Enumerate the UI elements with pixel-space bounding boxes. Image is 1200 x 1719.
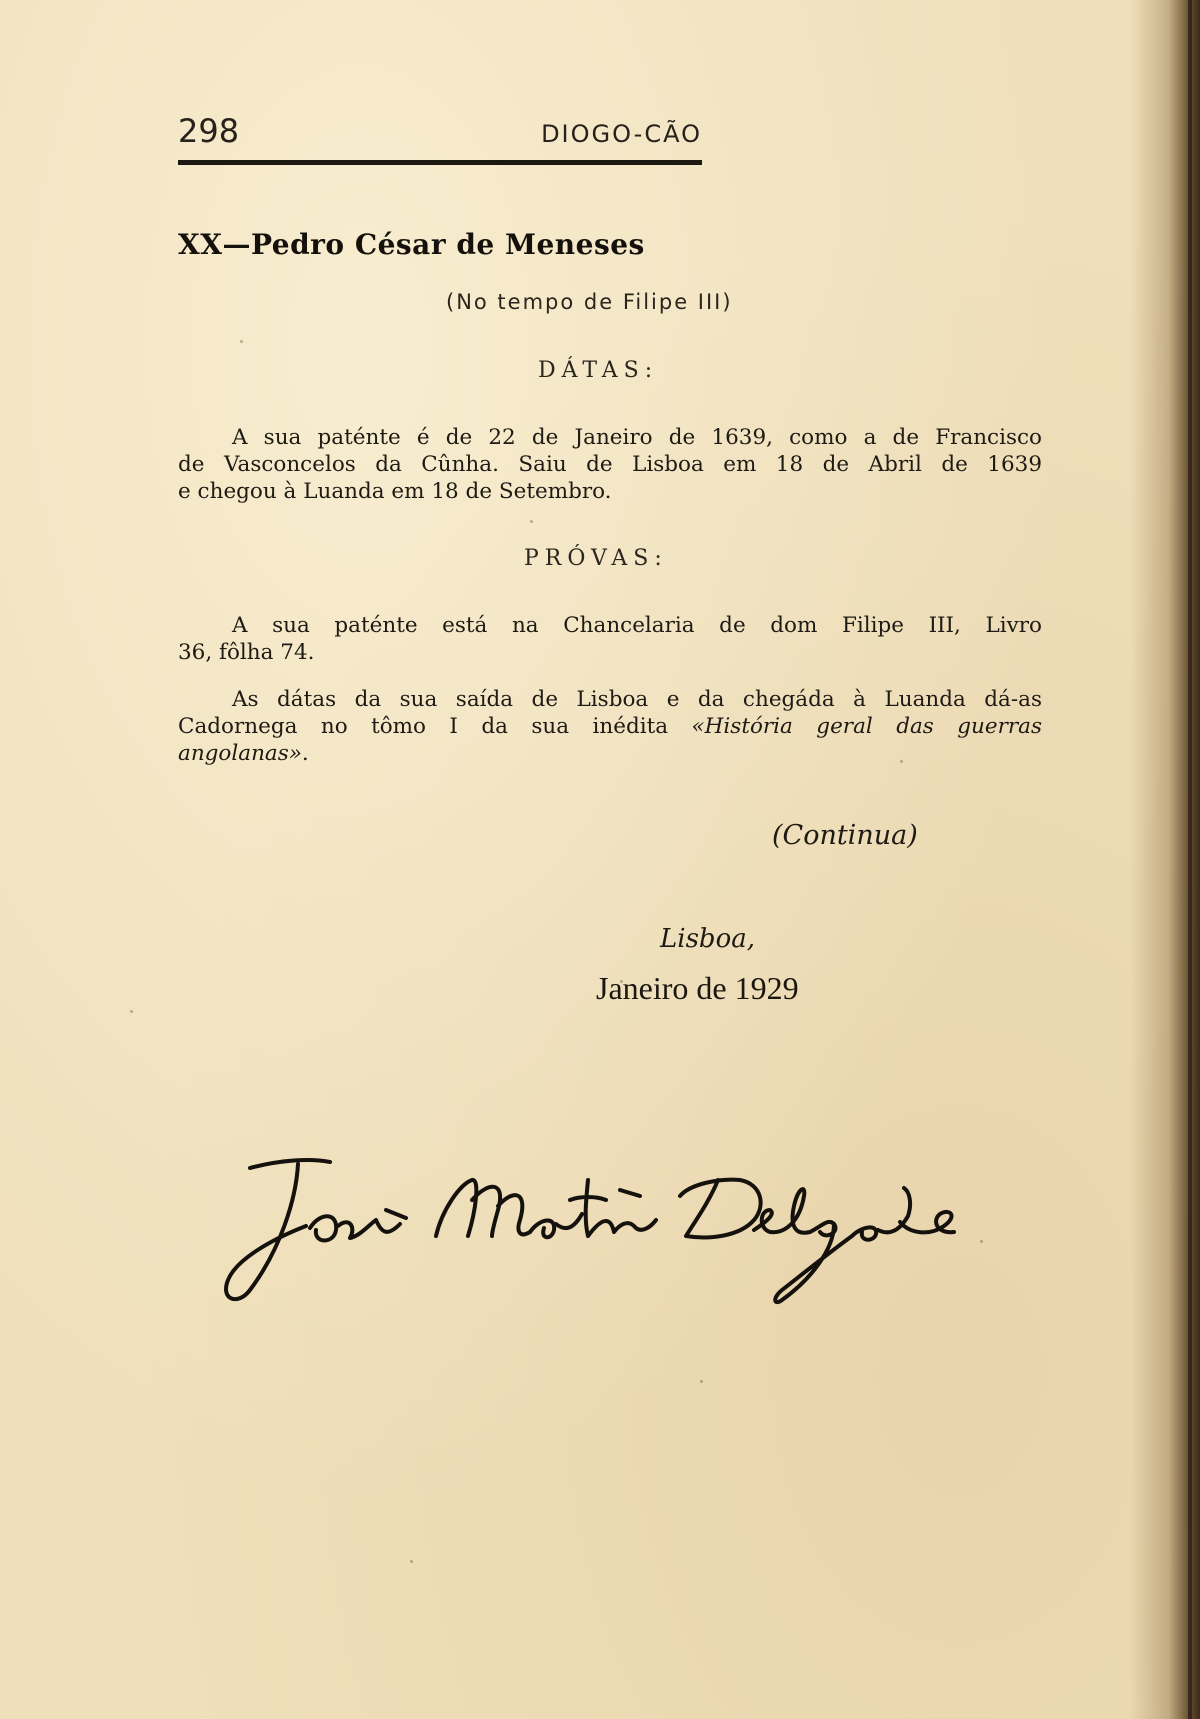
heading-provas: PRÓVAS:	[524, 546, 668, 571]
book-title-italic: «História geral das guerras	[691, 714, 1042, 739]
paragraph-provas-1	[178, 612, 1042, 666]
paragraph-datas	[178, 424, 1042, 505]
page-spine-edge	[1188, 0, 1192, 1719]
closing-place: Lisboa,	[660, 924, 755, 954]
text-line: A sua paténte está na Chancelaria de dom Filipe III, Livro	[232, 613, 1042, 638]
running-head	[178, 112, 702, 156]
text-line: e chegou à Luanda em 18 de Setembro.	[178, 479, 612, 504]
running-title: DIOGO-CÃO	[541, 120, 702, 148]
header-rule	[178, 160, 702, 165]
page-number: 298	[178, 112, 240, 150]
text-line	[178, 713, 1042, 740]
closing-date: Janeiro de 1929	[596, 970, 799, 1006]
text-segment: .	[301, 741, 309, 766]
handwritten-signature	[210, 1140, 1030, 1310]
heading-datas: DÁTAS:	[538, 358, 659, 383]
text-line: A sua paténte é de 22 de Janeiro de 1639, como a de Francisco	[232, 425, 1042, 450]
book-title-italic: angolanas»	[178, 741, 302, 766]
text-line: 36, fôlha 74.	[178, 640, 315, 665]
text-line	[178, 740, 1042, 767]
continua-note: (Continua)	[772, 820, 918, 851]
section-subtitle: (No tempo de Filipe III)	[446, 290, 733, 314]
text-line: de Vasconcelos da Cûnha. Saiu de Lisboa em 18 de Abril de 1639	[178, 452, 1042, 477]
section-title: XX—Pedro César de Meneses	[178, 228, 645, 261]
text-segment: Cadornega no tômo I da sua inédita	[178, 714, 692, 739]
paragraph-provas-2	[178, 686, 1042, 767]
text-line: As dátas da sua saída de Lisboa e da chegáda à Luanda dá-as	[232, 687, 1042, 712]
